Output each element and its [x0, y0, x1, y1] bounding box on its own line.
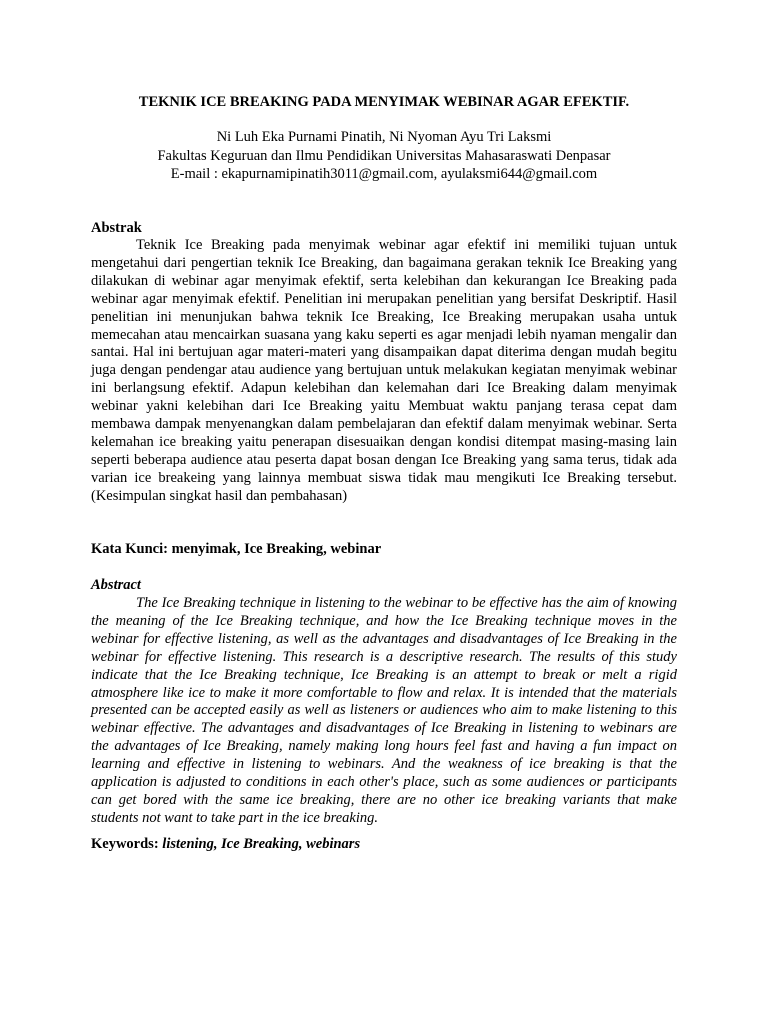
- keywords-label: Keywords:: [91, 836, 159, 852]
- kata-kunci-values: menyimak, Ice Breaking, webinar: [167, 541, 382, 557]
- keywords: [91, 836, 360, 853]
- author-names: Ni Luh Eka Purnami Pinatih, Ni Nyoman Ayu Tri Laksmi: [216, 129, 552, 145]
- abstrak-text: Teknik Ice Breaking pada menyimak webinar agar efektif ini memiliki tujuan untuk mengetahui dari pengertian teknik Ice Breaking, dan bagaimana gerakan teknik Ice Breaking yang dilakukan di webinar agar menyimak efektif, serta kelebihan dan kekurangan Ice Breaking pada webinar agar menyimak efektif. Penelitian ini merupakan penelitian yang bersifat Deskriptif. Hasil penelitian ini menunjukan bahwa teknik Ice Breaking, Ice Breaking merupakan usaha untuk memecahan atau mencairkan suasana yang kaku seperti es agar menjadi lebih nyaman mengalir dan santai. Hal ini bertujuan agar materi-materi yang disampaikan dapat diterima dengan mudah begitu juga dengan pendengar atau audience yang bertujuan untuk melakukan kegiatan menyimak webinar ini berlangsung efektif. Adapun kelebihan dan kelemahan dari Ice Breaking dalam menyimak webinar yakni kelebihan dari Ice Breaking yaitu Membuat waktu panjang terasa cepat dam membawa dampak menyenangkan dalam pembelajaran dan efektif dalam menyimak webinar. Serta kelemahan ice breaking yaitu penerapan disesuaikan dengan kondisi ditempat masing-masing lain seperti beberapa audience atau peserta dapat bosan dengan Ice Breaking yang sama terus, tidak ada varian ice breakeing yang lainnya membuat siswa tidak mau mengikuti Ice Breaking tersebut. (Kesimpulan singkat hasil dan pembahasan): [91, 237, 677, 504]
- author-block: [0, 128, 768, 184]
- abstrak-heading: Abstrak: [91, 220, 142, 236]
- paper-title: TEKNIK ICE BREAKING PADA MENYIMAK WEBINAR AGAR EFEKTIF.: [138, 94, 630, 110]
- keywords-values: listening, Ice Breaking, webinars: [158, 836, 361, 852]
- kata-kunci: [91, 541, 381, 558]
- author-affiliation: Fakultas Keguruan dan Ilmu Pendidikan Universitas Mahasaraswati Denpasar: [157, 147, 611, 164]
- abstract-heading: Abstract: [91, 577, 141, 593]
- abstract-text: The Ice Breaking technique in listening to the webinar to be effective has the aim of knowing the meaning of the Ice Breaking technique, and how the Ice Breaking technique moves in the webinar for effective listening, as well as the advantages and disadvantages of Ice Breaking in the webinar for effective listening. This research is a descriptive research. The results of this study indicate that the Ice Breaking technique, Ice Breaking is an attempt to break or melt a rigid atmosphere like ice to make it more comfortable to flow and relax. It is intended that the materials presented can be accepted easily as well as listeners or audiences who aim to make listening to this webinar effective. The advantages and disadvantages of Ice Breaking in listening to webinars are the advantages of Ice Breaking, namely making long hours feel fast and having a fun impact on learning and effective in listening to webinars. And the weakness of ice breaking is that the application is adjusted to conditions in each other's place, such as some audiences or participants can get bored with the same ice breaking, there are no other ice breaking variants that make students not want to take part in the ice breaking.: [91, 595, 677, 826]
- kata-kunci-label: Kata Kunci:: [91, 541, 168, 557]
- author-email: E-mail : ekapurnamipinatih3011@gmail.com, ayulaksmi644@gmail.com: [170, 166, 598, 182]
